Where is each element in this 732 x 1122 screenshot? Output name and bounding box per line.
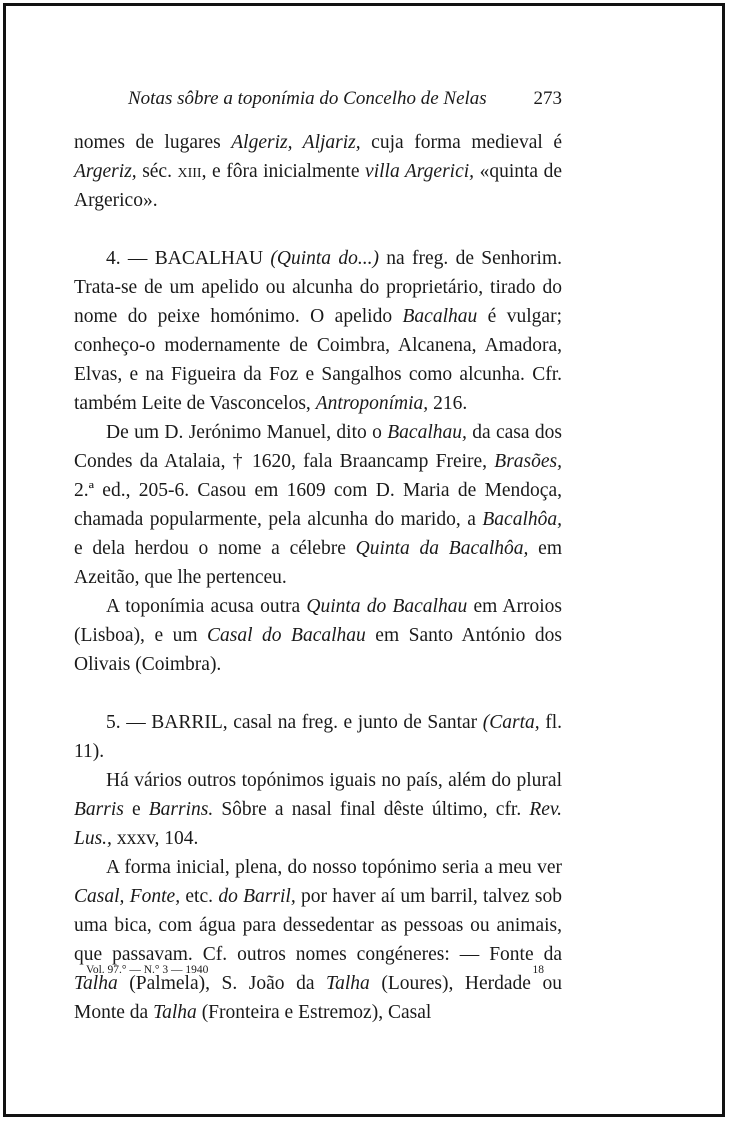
entry-barril: 5. — BARRIL, casal na freg. e junto de Santar (Carta, fl. 11).	[74, 712, 562, 762]
section-gap	[74, 679, 562, 708]
running-title: Notas sôbre a toponímia do Concelho de Nelas	[128, 88, 487, 109]
page-number: 273	[533, 88, 562, 109]
paragraph-jeronimo-manuel: De um D. Jerónimo Manuel, dito o Bacalhau, da casa dos Condes da Atalaia, † 1620, fala Braancamp Freire, Brasões, 2.ª ed., 205-6. Casou em 1609 com D. Maria de Mendoça, chamada popularmente, pela alcunha do marido, a Bacalhôa, e dela herdou o nome a célebre Quinta da Bacalhôa, em Azeitão, que lhe pertenceu.	[74, 422, 562, 588]
volume-signature: Vol. 97.° — N.° 3 — 1940	[86, 964, 209, 976]
paragraph-algeriz: nomes de lugares Algeriz, Aljariz, cuja forma medieval é Argeriz, séc. xiii, e fôra inicialmente villa Argerici, «quinta de Argerico».	[74, 132, 562, 211]
paragraph-toponimia-bacalhau: A toponímia acusa outra Quinta do Bacalhau em Arroios (Lisboa), e um Casal do Bacalhau em Santo António dos Olivais (Coimbra).	[74, 596, 562, 675]
sheet-number: 18	[532, 964, 544, 976]
paragraph-forma-inicial: A forma inicial, plena, do nosso topónimo seria a meu ver Casal, Fonte, etc. do Barril, por haver aí um barril, talvez sob uma bica, com água para dessedentar as pessoas ou animais, que passavam. Cf. outros nomes congéneres: — Fonte da Talha (Palmela), S. João da Talha (Loures), Herdade ou Monte da Talha (Fronteira e Estremoz), Casal	[74, 857, 562, 1023]
entry-bacalhau: 4. — BACALHAU (Quinta do...) na freg. de Senhorim. Trata-se de um apelido ou alcunha do proprietário, tirado do nome do peixe homónimo. O apelido Bacalhau é vulgar; conheço-o modernamente de Coimbra, Alcanena, Amadora, Elvas, e na Figueira da Foz e Sangalhos como alcunha. Cfr. também Leite de Vasconcelos, Antroponímia, 216.	[74, 248, 562, 414]
section-gap	[74, 215, 562, 244]
paragraph-toponimos-iguais: Há vários outros topónimos iguais no país, além do plural Barris e Barrins. Sôbre a nasal final dêste último, cfr. Rev. Lus., xxxv, 104.	[74, 770, 562, 849]
page-footer	[74, 964, 562, 984]
page-header	[74, 88, 562, 114]
page-body	[74, 128, 562, 1027]
